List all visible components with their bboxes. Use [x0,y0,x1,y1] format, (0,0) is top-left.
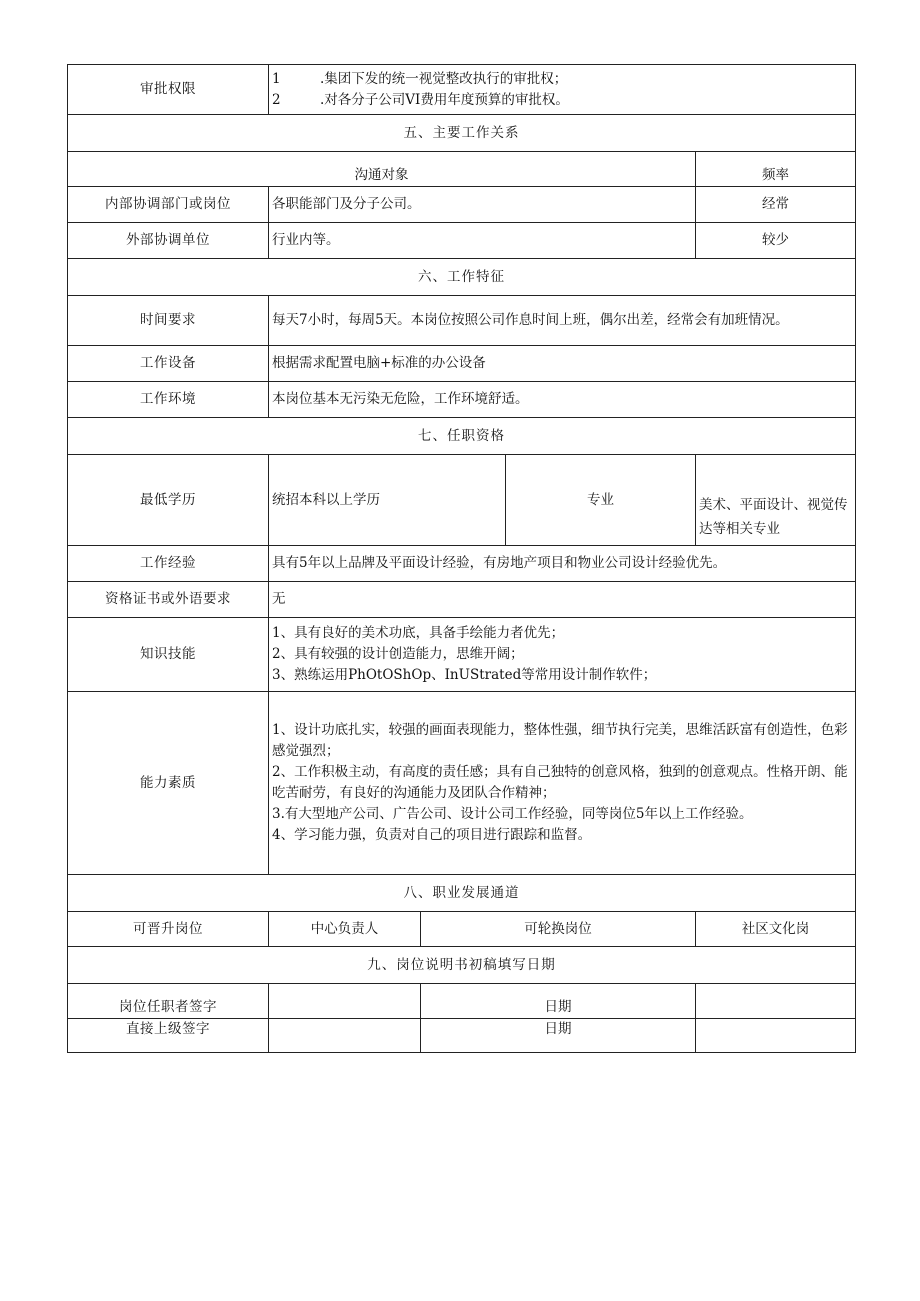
equipment-text: 根据需求配置电脑+标准的办公设备 [269,346,856,382]
supervisor-date-field[interactable] [696,1019,856,1053]
experience-text: 具有5年以上品牌及平面设计经验，有房地产项目和物业公司设计经验优先。 [269,546,856,582]
qualification-row-certificate [68,582,856,618]
holder-date-field[interactable] [696,984,856,1019]
skills-label: 知识技能 [68,618,269,692]
approval-item: 1 .集团下发的统一视觉整改执行的审批权； [272,70,568,87]
ability-item: 3.有大型地产公司、广告公司、设计公司工作经验，同等岗位5年以上工作经验。 [272,805,753,822]
signature-row-holder [68,984,856,1019]
ability-content [269,692,856,875]
section-title-relations: 五、主要工作关系 [68,115,856,152]
approval-item: 2 .对各分子公司VI费用年度预算的审批权。 [272,91,569,108]
qualification-row-ability [68,692,856,875]
ability-label: 能力素质 [68,692,269,875]
holder-sign-field[interactable] [269,984,421,1019]
external-frequency: 较少 [696,223,856,259]
qualification-row-skills [68,618,856,692]
relations-header-row [68,152,856,187]
approval-row [68,65,856,115]
certificate-text: 无 [269,582,856,618]
supervisor-sign-field[interactable] [269,1019,421,1053]
feature-row-equipment [68,346,856,382]
signature-row-supervisor [68,1019,856,1053]
time-text: 每天7小时，每周5天。本岗位按照公司作息时间上班，偶尔出差，经常会有加班情况。 [269,296,856,346]
rotate-label: 可轮换岗位 [421,912,696,947]
experience-label: 工作经验 [68,546,269,582]
internal-frequency: 经常 [696,187,856,223]
header-object: 沟通对象 [68,152,696,187]
ability-item: 2、工作积极主动，有高度的责任感；具有自己独特的创意风格，独到的创意观点。性格开朗、能吃苦耐劳，有良好的沟通能力及团队合作精神； [272,764,848,801]
major-value: 美术、平面设计、视觉传达等相关专业 [696,455,856,546]
qualification-row-education [68,455,856,546]
section-title-career: 八、职业发展通道 [68,875,856,912]
environment-text: 本岗位基本无污染无危险，工作环境舒适。 [269,382,856,418]
ability-item: 1、设计功底扎实，较强的画面表现能力，整体性强，细节执行完美，思维活跃富有创造性，色彩感觉强烈； [272,722,848,760]
skill-item: 3、熟练运用PhOtOShOp、InUStrated等常用设计制作软件； [272,666,657,683]
feature-row-time [68,296,856,346]
skill-item: 2、具有较强的设计创造能力，思维开阔； [272,646,524,663]
time-label: 时间要求 [68,296,269,346]
external-object: 行业内等。 [269,223,696,259]
job-description-table [67,64,856,1053]
section-title-qualifications: 七、任职资格 [68,418,856,455]
rotate-value: 社区文化岗 [696,912,856,947]
relations-row-internal [68,187,856,223]
approval-content [269,65,856,115]
feature-row-environment [68,382,856,418]
section-title-date: 九、岗位说明书初稿填写日期 [68,947,856,984]
education-value: 统招本科以上学历 [269,455,506,546]
section-title-features: 六、工作特征 [68,259,856,296]
supervisor-sign-label: 直接上级签字 [68,1019,269,1053]
promote-label: 可晋升岗位 [68,912,269,947]
skill-item: 1、具有良好的美术功底，具备手绘能力者优先； [272,625,565,642]
skills-content [269,618,856,692]
promote-value: 中心负责人 [269,912,421,947]
header-frequency: 频率 [696,152,856,187]
holder-date-label: 日期 [421,984,696,1019]
supervisor-date-label: 日期 [421,1019,696,1053]
certificate-label: 资格证书或外语要求 [68,582,269,618]
internal-object: 各职能部门及分子公司。 [269,187,696,223]
education-label: 最低学历 [68,455,269,546]
major-label: 专业 [506,455,696,546]
approval-label: 审批权限 [68,65,269,115]
internal-label: 内部协调部门或岗位 [68,187,269,223]
holder-sign-label: 岗位任职者签字 [68,984,269,1019]
ability-item: 4、学习能力强，负责对自己的项目进行跟踪和监督。 [272,826,592,843]
relations-row-external [68,223,856,259]
equipment-label: 工作设备 [68,346,269,382]
career-row [68,912,856,947]
external-label: 外部协调单位 [68,223,269,259]
environment-label: 工作环境 [68,382,269,418]
qualification-row-experience [68,546,856,582]
